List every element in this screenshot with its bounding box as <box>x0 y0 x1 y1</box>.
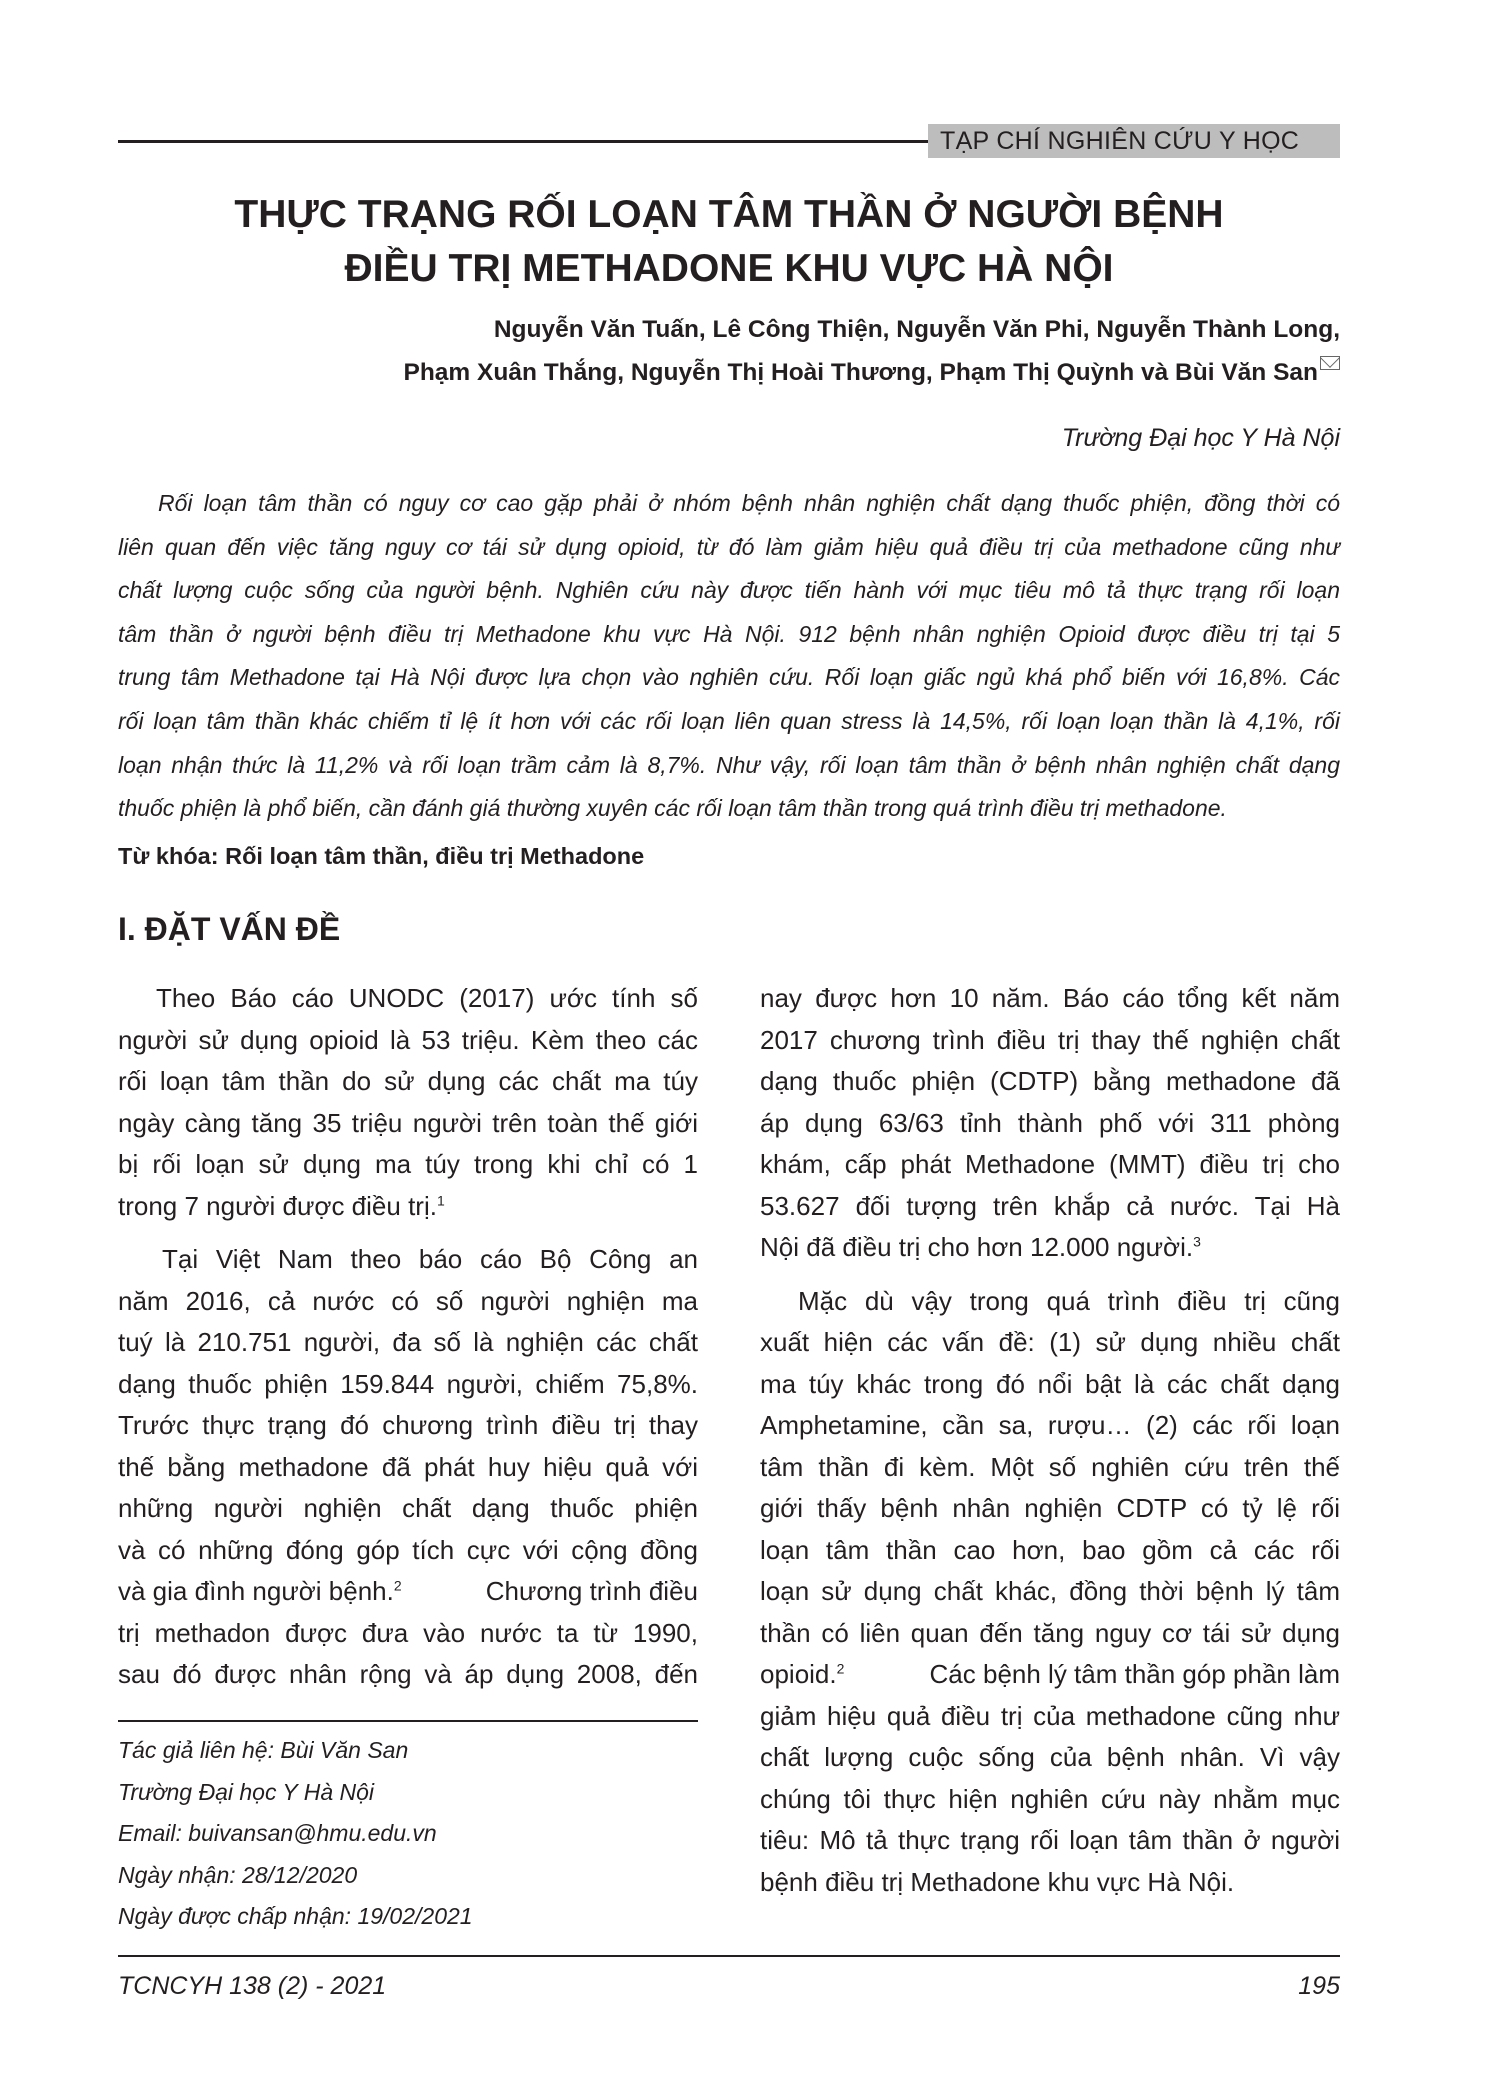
body-line: nay được hơn 10 năm. Báo cáo tổng kết năm <box>760 983 1340 1013</box>
citation-ref: 2 <box>393 1577 402 1594</box>
body-line: thần có liên quan đến tăng nguy cơ tái sử dụng <box>760 1617 1340 1648</box>
citation-ref: 3 <box>1193 1233 1201 1250</box>
body-line: Trước thực trạng đó chương trình điều trị thay <box>118 1410 698 1440</box>
article-title <box>118 188 1340 296</box>
body-line: giảm hiệu quả điều trị của methadone cũng như <box>760 1700 1340 1731</box>
body-line: những người nghiện chất dạng thuốc phiện <box>118 1493 698 1523</box>
body-text <box>760 1654 844 1696</box>
body-text-part: opioid. <box>760 1659 837 1689</box>
author-line: Nguyễn Văn Tuấn, Lê Công Thiện, Nguyễn Văn Phi, Nguyễn Thành Long, <box>493 316 1340 343</box>
body-line: tuý là 210.751 người, đa số là nghiện các chất <box>118 1327 698 1357</box>
body-line: tiêu: Mô tả thực trạng rối loạn tâm thần ở người <box>760 1825 1340 1855</box>
body-line: và có những đóng góp tích cực với cộng đồng <box>118 1534 698 1565</box>
body-line: Theo Báo cáo UNODC (2017) ước tính số <box>156 983 698 1013</box>
body-line: người sử dụng opioid là 53 triệu. Kèm theo các <box>118 1024 698 1055</box>
journal-name: TẠP CHÍ NGHIÊN CỨU Y HỌC <box>928 124 1340 158</box>
body-text: Nội đã điều trị cho hơn 12.000 người. <box>760 1232 1194 1262</box>
body-line: khám, cấp phát Methadone (MMT) điều trị cho <box>760 1149 1340 1179</box>
affiliation: Trường Đại học Y Hà Nội <box>1061 424 1340 452</box>
section-heading: I. ĐẶT VẤN ĐỀ <box>118 911 341 947</box>
abstract-line: loạn nhận thức là 11,2% và rối loạn trầm cảm là 8,7%. Như vậy, rối loạn tâm thần ở bệnh nhân nghiện chất dạng <box>118 751 1340 778</box>
body-line: chất lượng cuộc sống của bệnh nhân. Vì vậy <box>760 1742 1340 1772</box>
footnote-received: Ngày nhận: 28/12/2020 <box>118 1861 358 1888</box>
body-line-with-ref <box>760 1227 1340 1269</box>
body-line: Mặc dù vậy trong quá trình điều trị cũng <box>798 1285 1340 1316</box>
author-list <box>403 308 1340 394</box>
body-text <box>118 1571 402 1613</box>
footnote-contact: Tác giả liên hệ: Bùi Văn San <box>118 1737 409 1763</box>
body-line: Tại Việt Nam theo báo cáo Bộ Công an <box>162 1244 698 1274</box>
footnote-accepted: Ngày được chấp nhận: 19/02/2021 <box>118 1903 473 1929</box>
journal-issue: TCNCYH 138 (2) - 2021 <box>118 1972 387 2000</box>
body-line: bị rối loạn sử dụng ma túy trong khi chỉ có 1 <box>118 1149 698 1179</box>
body-line: 53.627 đối tượng trên khắp cả nước. Tại Hà <box>760 1190 1340 1221</box>
body-text-part: Chương trình điều <box>478 1576 698 1606</box>
footnote <box>118 1730 473 1938</box>
left-column <box>118 978 698 1696</box>
body-line: giới thấy bệnh nhân nghiện CDTP có tỷ lệ rối <box>760 1493 1340 1523</box>
body-line: bệnh điều trị Methadone khu vực Hà Nội. <box>760 1866 1235 1897</box>
header-rule <box>118 140 928 143</box>
body-line: ngày càng tăng 35 triệu người trên toàn thế giới <box>118 1107 698 1138</box>
body-line: tâm thần đi kèm. Một số nghiên cứu trên thế <box>760 1451 1340 1482</box>
abstract-line: rối loạn tâm thần khác chiếm tỉ lệ ít hơn với các rối loạn liên quan stress là 14,5%, rối loạn loạn thần là 4,1%, rối <box>118 707 1340 734</box>
abstract-line: liên quan đến việc tăng nguy cơ tái sử dụng opioid, từ đó làm giảm hiệu quả điều trị của methadone cũng như <box>118 533 1340 560</box>
body-line: xuất hiện các vấn đề: (1) sử dụng nhiều chất <box>760 1327 1340 1357</box>
footnote-institution: Trường Đại học Y Hà Nội <box>118 1778 375 1805</box>
citation-ref: 2 <box>836 1660 845 1677</box>
body-line-with-ref <box>760 1654 1340 1696</box>
footer-rule <box>118 1955 1340 1957</box>
body-line: trị methadon được đưa vào nước ta từ 1990, <box>118 1617 698 1648</box>
body-line: loạn tâm thần cao hơn, bao gồm cả các rối <box>760 1534 1340 1565</box>
body-line: rối loạn tâm thần do sử dụng các chất ma túy <box>118 1066 698 1096</box>
body-text-part: Các bệnh lý tâm thần góp phần làm <box>922 1659 1340 1689</box>
body-line-with-ref <box>118 1571 698 1613</box>
body-line: dạng thuốc phiện (CDTP) bằng methadone đã <box>760 1066 1340 1096</box>
body-line: thế bằng methadone đã phát huy hiệu quả với <box>118 1451 698 1482</box>
right-column <box>760 978 1340 1903</box>
page-number: 195 <box>1298 1972 1340 2000</box>
title-line: THỰC TRẠNG RỐI LOẠN TÂM THẦN Ở NGƯỜI BỆNH <box>234 193 1224 236</box>
abstract-line: Rối loạn tâm thần có nguy cơ cao gặp phải ở nhóm bệnh nhân nghiện chất dạng thuốc phiện, đồng thời có <box>158 490 1340 516</box>
paragraph-gap <box>118 1227 698 1239</box>
abstract-line: chất lượng cuộc sống của người bệnh. Nghiên cứu này được tiến hành với mục tiêu mô tả thực trạng rối loạn <box>118 577 1340 604</box>
body-line: năm 2016, cả nước có số người nghiện ma <box>118 1285 698 1316</box>
author-line-text: Phạm Xuân Thắng, Nguyễn Thị Hoài Thương, Phạm Thị Quỳnh và Bùi Văn San <box>403 359 1318 386</box>
abstract-line: tâm thần ở người bệnh điều trị Methadone khu vực Hà Nội. 912 bệnh nhân nghiện Opioid được điều trị tại 5 <box>118 620 1340 647</box>
abstract-line: thuốc phiện là phổ biến, cần đánh giá thường xuyên các rối loạn tâm thần trong quá trình điều trị methadone. <box>118 795 1227 822</box>
body-line: sau đó được nhân rộng và áp dụng 2008, đến <box>118 1659 698 1689</box>
footnote-email: Email: buivansan@hmu.edu.vn <box>118 1820 437 1846</box>
body-line: áp dụng 63/63 tỉnh thành phố với 311 phòng <box>760 1107 1340 1138</box>
citation-ref: 1 <box>436 1191 445 1208</box>
body-line: ma túy khác trong đó nổi bật là các chất dạng <box>760 1368 1340 1399</box>
abstract-line: trung tâm Methadone tại Hà Nội được lựa chọn vào nghiên cứu. Rối loạn giấc ngủ khá phổ biến với 16,8%. Các <box>118 664 1340 691</box>
title-line: ĐIỀU TRỊ METHADONE KHU VỰC HÀ NỘI <box>344 247 1114 290</box>
footnote-rule <box>118 1720 698 1722</box>
body-text-part: và gia đình người bệnh. <box>118 1576 394 1606</box>
abstract <box>118 482 1340 831</box>
paragraph-gap <box>760 1269 1340 1281</box>
body-line: chúng tôi thực hiện nghiên cứu này nhằm mục <box>760 1783 1340 1814</box>
body-line: dạng thuốc phiện 159.844 người, chiếm 75,8%. <box>118 1368 698 1399</box>
envelope-icon <box>1320 356 1340 370</box>
body-line: loạn sử dụng chất khác, đồng thời bệnh lý tâm <box>760 1576 1340 1606</box>
body-text: trong 7 người được điều trị. <box>118 1190 437 1221</box>
body-line-with-ref <box>118 1186 698 1228</box>
body-line: Amphetamine, cần sa, rượu… (2) các rối loạn <box>760 1410 1340 1440</box>
keywords: Từ khóa: Rối loạn tâm thần, điều trị Methadone <box>118 843 645 869</box>
body-line: 2017 chương trình điều trị thay thế nghiện chất <box>760 1024 1340 1055</box>
author-line-2 <box>403 351 1340 394</box>
